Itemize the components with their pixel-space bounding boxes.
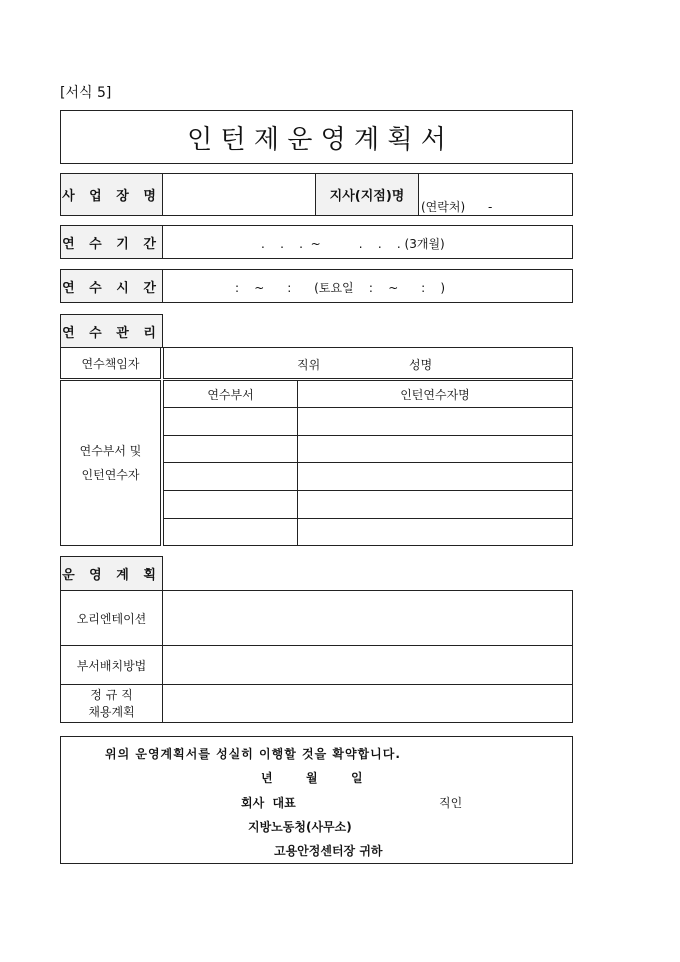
business-name-label: 사 업 장 명 <box>60 173 163 216</box>
manager-field[interactable] <box>163 347 573 379</box>
placement-field[interactable] <box>162 645 573 685</box>
period-value: . . . ~ . . . (3개월) <box>261 237 445 251</box>
intern-cell[interactable] <box>297 490 573 519</box>
company-rep: 회사 대표 <box>241 796 296 810</box>
contact-field[interactable] <box>418 173 573 216</box>
business-name-field[interactable] <box>162 173 316 216</box>
dept-cell[interactable] <box>163 518 298 546</box>
name-label: 성명 <box>409 358 433 372</box>
management-label: 연 수 관 리 <box>60 314 163 348</box>
placement-label: 부서배치방법 <box>60 645 163 685</box>
orientation-label: 오리엔테이션 <box>60 590 163 646</box>
labor-office: 지방노동청(사무소) <box>248 820 352 834</box>
hours-value: : ~ : (토요일 : ~ : ) <box>235 281 446 295</box>
col-header-dept: 연수부서 <box>163 380 298 408</box>
hours-label: 연 수 시 간 <box>60 269 163 303</box>
period-field[interactable] <box>162 225 573 259</box>
col-header-intern: 인턴연수자명 <box>297 380 573 408</box>
intern-cell[interactable] <box>297 435 573 463</box>
pledge-statement: 위의 운영계획서를 성실히 이행할 것을 확약합니다. <box>105 747 401 761</box>
dept-cell[interactable] <box>163 462 298 491</box>
intern-group-label-line2: 인턴연수자 <box>81 468 140 482</box>
manager-label: 연수책임자 <box>60 347 161 379</box>
recipient: 고용안정센터장 귀하 <box>274 844 383 858</box>
intern-cell[interactable] <box>297 518 573 546</box>
orientation-field[interactable] <box>162 590 573 646</box>
intern-cell[interactable] <box>297 462 573 491</box>
branch-name-label: 지사(지점)명 <box>315 173 419 216</box>
hiring-plan-label <box>60 684 163 723</box>
intern-cell[interactable] <box>297 407 573 436</box>
pledge-box <box>60 736 573 864</box>
dept-cell[interactable] <box>163 407 298 436</box>
pledge-date: 년 월 일 <box>261 771 363 785</box>
dept-cell[interactable] <box>163 435 298 463</box>
contact-text: (연락처) - <box>421 200 493 214</box>
hiring-plan-field[interactable] <box>162 684 573 723</box>
hiring-plan-label-line2: 채용계획 <box>88 704 135 719</box>
form-number: [서식 5] <box>60 85 112 101</box>
position-label: 직위 <box>297 358 321 372</box>
hours-field[interactable] <box>162 269 573 303</box>
hiring-plan-label-line1: 정 규 직 <box>90 687 133 702</box>
form-title: 인 턴 제 운 영 계 획 서 <box>60 110 573 164</box>
intern-group-label <box>60 380 161 546</box>
seal-label: 직인 <box>439 796 463 810</box>
dept-cell[interactable] <box>163 490 298 519</box>
plan-label: 운 영 계 획 <box>60 556 163 591</box>
intern-group-label-line1: 연수부서 및 <box>79 444 142 458</box>
period-label: 연 수 기 간 <box>60 225 163 259</box>
